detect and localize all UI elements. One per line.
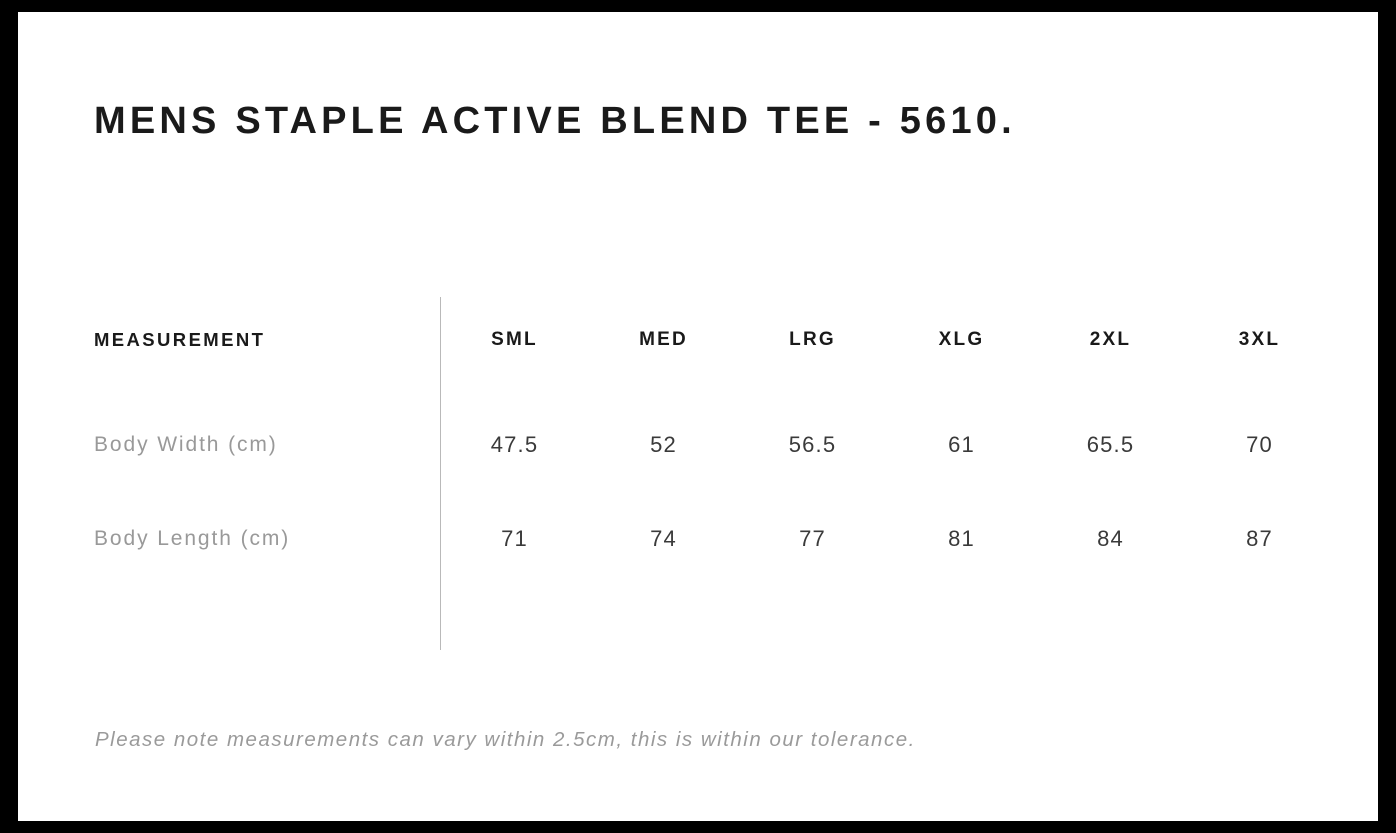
table-row (94, 492, 1334, 586)
column-header-measurement: MEASUREMENT (94, 329, 266, 350)
cell-body-length-3xl: 87 (1246, 526, 1273, 551)
cell-body-width-med: 52 (650, 432, 677, 457)
column-header-size-lrg: LRG (789, 329, 836, 350)
cell-body-width-sml: 47.5 (490, 432, 539, 457)
cell-body-width-2xl: 65.5 (1086, 432, 1135, 457)
cell-body-length-xlg: 81 (948, 526, 975, 551)
size-chart-card (18, 12, 1378, 821)
size-table-container (94, 282, 1334, 586)
cell-body-length-2xl: 84 (1097, 526, 1124, 551)
column-header-size-sml: SML (491, 329, 538, 350)
row-label-body-width: Body Width (cm) (94, 433, 278, 456)
tolerance-note: Please note measurements can vary within 2.5cm, this is within our tolerance. (95, 728, 916, 751)
page-title: MENS STAPLE ACTIVE BLEND TEE - 5610. (94, 100, 1016, 142)
cell-body-length-lrg: 77 (799, 526, 826, 551)
column-header-size-xlg: XLG (938, 329, 985, 350)
column-header-size-med: MED (639, 329, 688, 350)
table-row (94, 398, 1334, 492)
cell-body-width-lrg: 56.5 (788, 432, 837, 457)
row-label-body-length: Body Length (cm) (94, 527, 291, 550)
column-header-size-2xl: 2XL (1089, 329, 1132, 350)
cell-body-length-med: 74 (650, 526, 677, 551)
size-table (94, 282, 1334, 586)
cell-body-width-3xl: 70 (1246, 432, 1273, 457)
column-header-size-3xl: 3XL (1238, 329, 1281, 350)
table-header-row (94, 282, 1334, 398)
cell-body-width-xlg: 61 (948, 432, 975, 457)
cell-body-length-sml: 71 (501, 526, 528, 551)
